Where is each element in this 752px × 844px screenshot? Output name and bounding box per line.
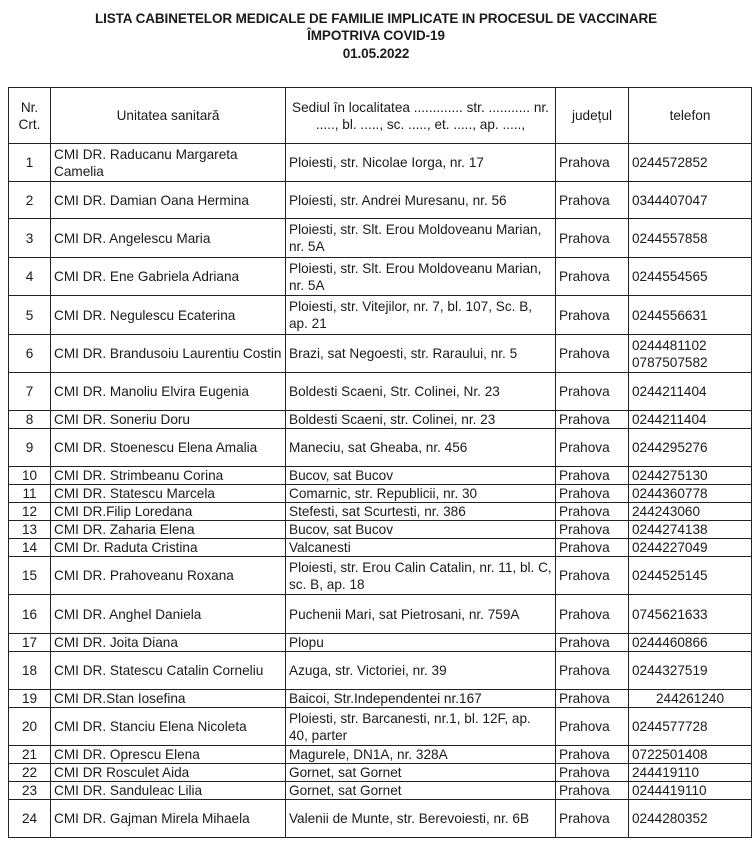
cell-phone: 0244211404 — [629, 373, 752, 411]
table-body — [9, 144, 752, 838]
cell-unit-name: CMI DR.Stan Iosefina — [51, 690, 286, 708]
cell-county: Prahova — [556, 800, 629, 838]
cell-address: Comarnic, str. Republicii, nr. 30 — [286, 485, 556, 503]
cell-phone: 0244419110 — [629, 782, 752, 800]
cell-address: Azuga, str. Victoriei, nr. 39 — [286, 652, 556, 690]
cell-phone: 0244556631 — [629, 296, 752, 335]
table-row — [9, 800, 752, 838]
table-row — [9, 595, 752, 634]
cell-county: Prahova — [556, 634, 629, 652]
cell-row-number: 23 — [9, 782, 51, 800]
cell-row-number: 7 — [9, 373, 51, 411]
cell-row-number: 21 — [9, 746, 51, 764]
table-row — [9, 373, 752, 411]
table-row — [9, 182, 752, 219]
cell-address: Ploiesti, str. Vitejilor, nr. 7, bl. 107, Sc. B, ap. 21 — [286, 296, 556, 335]
cell-unit-name: CMI DR. Stoenescu Elena Amalia — [51, 429, 286, 467]
cell-county: Prahova — [556, 521, 629, 539]
cell-phone: 0745621633 — [629, 595, 752, 634]
cell-phone: 0244525145 — [629, 557, 752, 595]
cell-phone: 244243060 — [629, 503, 752, 521]
cell-address: Maneciu, sat Gheaba, nr. 456 — [286, 429, 556, 467]
cell-address: Ploiesti, str. Nicolae Iorga, nr. 17 — [286, 144, 556, 182]
cell-phone: 0244211404 — [629, 411, 752, 429]
cell-row-number: 24 — [9, 800, 51, 838]
cell-unit-name: CMI DR. Oprescu Elena — [51, 746, 286, 764]
phone-secondary: 0787507582 — [632, 354, 708, 370]
cell-county: Prahova — [556, 429, 629, 467]
cell-unit-name: CMI DR. Zaharia Elena — [51, 521, 286, 539]
cell-address: Valenii de Munte, str. Berevoiesti, nr. 6B — [286, 800, 556, 838]
cell-row-number: 9 — [9, 429, 51, 467]
cell-county: Prahova — [556, 557, 629, 595]
cell-unit-name: CMI DR. Ene Gabriela Adriana — [51, 258, 286, 296]
table-row — [9, 296, 752, 335]
table-row — [9, 429, 752, 467]
cell-unit-name: CMI DR. Raducanu Margareta Camelia — [51, 144, 286, 182]
cell-phone: 0244557858 — [629, 219, 752, 258]
table-row — [9, 764, 752, 782]
cell-row-number: 22 — [9, 764, 51, 782]
cell-unit-name: CMI DR. Angelescu Maria — [51, 219, 286, 258]
table-row — [9, 521, 752, 539]
header-phone: telefon — [629, 88, 752, 144]
cell-unit-name: CMI DR. Gajman Mirela Mihaela — [51, 800, 286, 838]
cell-address: Puchenii Mari, sat Pietrosani, nr. 759A — [286, 595, 556, 634]
cell-address: Stefesti, sat Scurtesti, nr. 386 — [286, 503, 556, 521]
cell-unit-name: CMI DR Rosculet Aida — [51, 764, 286, 782]
document-subtitle: ÎMPOTRIVA COVID-19 — [307, 28, 445, 43]
header-unit: Unitatea sanitară — [51, 88, 286, 144]
cell-county: Prahova — [556, 764, 629, 782]
cell-row-number: 12 — [9, 503, 51, 521]
cell-phone: 244419110 — [629, 764, 752, 782]
header-nr: Nr. Crt. — [9, 88, 51, 144]
table-row — [9, 411, 752, 429]
cell-phone — [629, 335, 752, 373]
cell-row-number: 8 — [9, 411, 51, 429]
cell-row-number: 19 — [9, 690, 51, 708]
cell-unit-name: CMI DR. Sanduleac Lilia — [51, 782, 286, 800]
cell-county: Prahova — [556, 652, 629, 690]
cell-unit-name: CMI DR. Anghel Daniela — [51, 595, 286, 634]
cell-unit-name: CMI DR. Statescu Catalin Corneliu — [51, 652, 286, 690]
cell-phone: 0244274138 — [629, 521, 752, 539]
table-row — [9, 258, 752, 296]
document-title: LISTA CABINETELOR MEDICALE DE FAMILIE IMPLICATE IN PROCESUL DE VACCINARE — [94, 11, 658, 26]
cell-address: Brazi, sat Negoesti, str. Raraului, nr. 5 — [286, 335, 556, 373]
cell-county: Prahova — [556, 373, 629, 411]
cell-row-number: 11 — [9, 485, 51, 503]
cell-phone: 0244280352 — [629, 800, 752, 838]
cell-phone: 0244327519 — [629, 652, 752, 690]
cell-phone: 0244572852 — [629, 144, 752, 182]
cell-county: Prahova — [556, 595, 629, 634]
cell-phone: 0244554565 — [629, 258, 752, 296]
table-row — [9, 652, 752, 690]
cell-row-number: 6 — [9, 335, 51, 373]
cell-phone: 0244275130 — [629, 467, 752, 485]
cell-row-number: 10 — [9, 467, 51, 485]
cell-county: Prahova — [556, 296, 629, 335]
cell-address: Baicoi, Str.Independentei nr.167 — [286, 690, 556, 708]
cell-county: Prahova — [556, 539, 629, 557]
table-row — [9, 782, 752, 800]
cell-row-number: 16 — [9, 595, 51, 634]
cell-address: Bucov, sat Bucov — [286, 467, 556, 485]
cell-county: Prahova — [556, 144, 629, 182]
cell-county: Prahova — [556, 182, 629, 219]
cell-county: Prahova — [556, 467, 629, 485]
cell-row-number: 2 — [9, 182, 51, 219]
cell-unit-name: CMI Dr. Raduta Cristina — [51, 539, 286, 557]
cell-unit-name: CMI DR. Soneriu Doru — [51, 411, 286, 429]
cell-unit-name: CMI DR. Stanciu Elena Nicoleta — [51, 708, 286, 746]
cell-unit-name: CMI DR. Prahoveanu Roxana — [51, 557, 286, 595]
cell-phone: 0722501408 — [629, 746, 752, 764]
cell-county: Prahova — [556, 782, 629, 800]
table-row — [9, 503, 752, 521]
cell-address: Ploiesti, str. Erou Calin Catalin, nr. 11, bl. C, sc. B, ap. 18 — [286, 557, 556, 595]
document-date: 01.05.2022 — [342, 46, 410, 61]
cell-address: Ploiesti, str. Barcanesti, nr.1, bl. 12F, ap. 40, parter — [286, 708, 556, 746]
cell-unit-name: CMI DR. Negulescu Ecaterina — [51, 296, 286, 335]
cell-address: Gornet, sat Gornet — [286, 782, 556, 800]
table-row — [9, 690, 752, 708]
cell-unit-name: CMI DR. Joita Diana — [51, 634, 286, 652]
cell-phone: 0244295276 — [629, 429, 752, 467]
cell-unit-name: CMI DR. Statescu Marcela — [51, 485, 286, 503]
table-header-row — [9, 88, 752, 144]
header-county: județul — [556, 88, 629, 144]
cell-address: Bucov, sat Bucov — [286, 521, 556, 539]
cell-county: Prahova — [556, 258, 629, 296]
table-row — [9, 467, 752, 485]
header-address: Sediul în localitatea ............. str. ........... nr. ....., bl. ....., sc. ....., et. ....., ap. ....., — [286, 88, 556, 144]
table-row — [9, 634, 752, 652]
cell-address: Ploiesti, str. Andrei Muresanu, nr. 56 — [286, 182, 556, 219]
cell-phone: 0244460866 — [629, 634, 752, 652]
table-row — [9, 708, 752, 746]
table-row — [9, 539, 752, 557]
table-row — [9, 485, 752, 503]
cell-address: Boldesti Scaeni, Str. Colinei, Nr. 23 — [286, 373, 556, 411]
table-row — [9, 144, 752, 182]
cell-county: Prahova — [556, 746, 629, 764]
cell-unit-name: CMI DR. Damian Oana Hermina — [51, 182, 286, 219]
cell-county: Prahova — [556, 411, 629, 429]
cell-row-number: 18 — [9, 652, 51, 690]
cell-phone: 0244577728 — [629, 708, 752, 746]
table-row — [9, 335, 752, 373]
table-row — [9, 219, 752, 258]
cell-unit-name: CMI DR. Strimbeanu Corina — [51, 467, 286, 485]
cell-county: Prahova — [556, 708, 629, 746]
cell-row-number: 15 — [9, 557, 51, 595]
cell-county: Prahova — [556, 485, 629, 503]
vaccination-clinics-table — [8, 87, 752, 838]
cell-unit-name: CMI DR. Manoliu Elvira Eugenia — [51, 373, 286, 411]
cell-county: Prahova — [556, 690, 629, 708]
cell-row-number: 4 — [9, 258, 51, 296]
cell-phone: 0244360778 — [629, 485, 752, 503]
cell-unit-name: CMI DR.Filip Loredana — [51, 503, 286, 521]
cell-row-number: 20 — [9, 708, 51, 746]
table-row — [9, 746, 752, 764]
cell-address: Gornet, sat Gornet — [286, 764, 556, 782]
phone-primary: 0244481102 — [632, 337, 707, 353]
cell-county: Prahova — [556, 219, 629, 258]
cell-address: Magurele, DN1A, nr. 328A — [286, 746, 556, 764]
table-row — [9, 557, 752, 595]
cell-phone: 0244227049 — [629, 539, 752, 557]
cell-address: Valcanesti — [286, 539, 556, 557]
cell-county: Prahova — [556, 503, 629, 521]
cell-phone: 0344407047 — [629, 182, 752, 219]
cell-address: Ploiesti, str. Slt. Erou Moldoveanu Marian, nr. 5A — [286, 258, 556, 296]
cell-address: Plopu — [286, 634, 556, 652]
cell-row-number: 5 — [9, 296, 51, 335]
cell-county: Prahova — [556, 335, 629, 373]
cell-phone: 244261240 — [629, 690, 752, 708]
cell-row-number: 3 — [9, 219, 51, 258]
cell-row-number: 13 — [9, 521, 51, 539]
cell-unit-name: CMI DR. Brandusoiu Laurentiu Costin — [51, 335, 286, 373]
cell-address: Ploiesti, str. Slt. Erou Moldoveanu Marian, nr. 5A — [286, 219, 556, 258]
cell-address: Boldesti Scaeni, str. Colinei, nr. 23 — [286, 411, 556, 429]
cell-row-number: 1 — [9, 144, 51, 182]
cell-row-number: 17 — [9, 634, 51, 652]
cell-row-number: 14 — [9, 539, 51, 557]
